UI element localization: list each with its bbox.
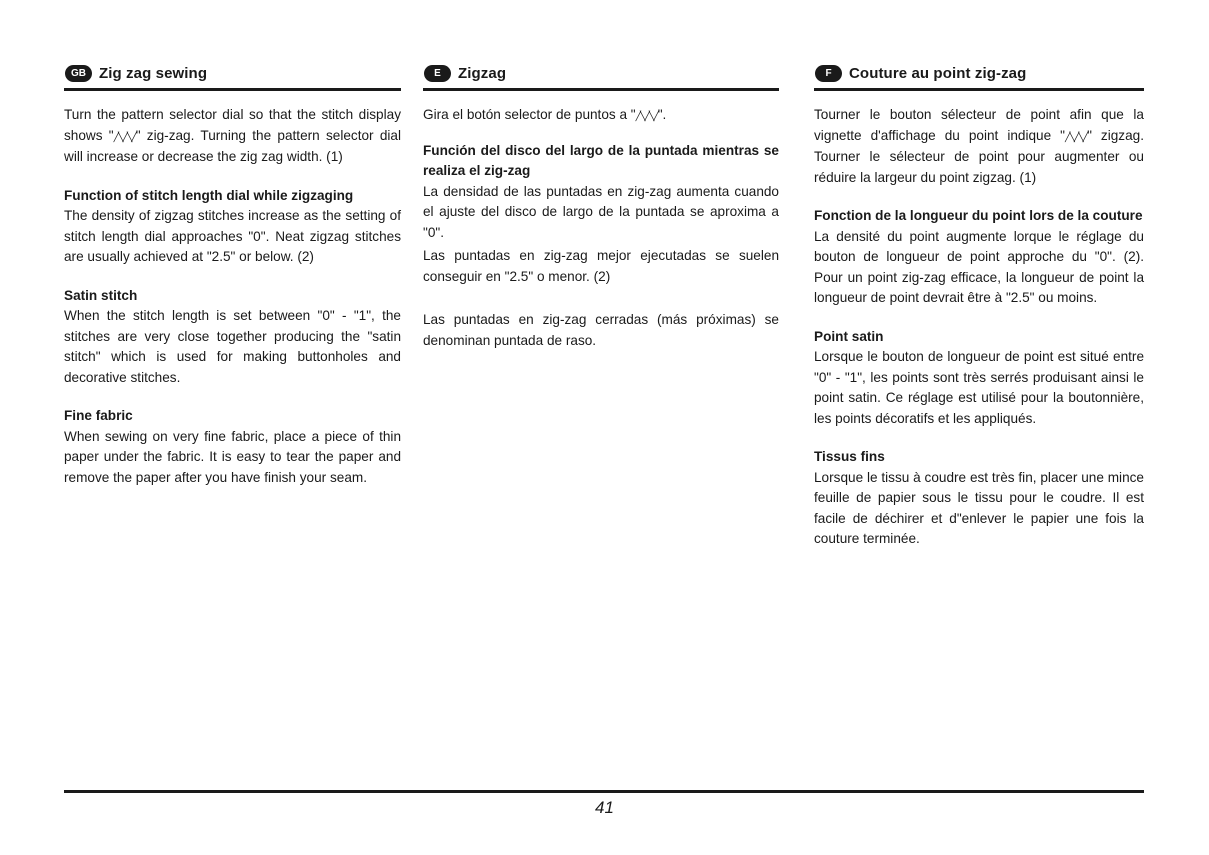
footer-divider: [64, 790, 1144, 793]
subheading-satin-stitch: Point satin: [814, 328, 884, 344]
section-header-french: [814, 58, 1144, 91]
subheading-fine-fabric: Tissus fins: [814, 449, 885, 464]
paragraph-stitch-length: The density of zigzag stitches increase as the setting of stitch length dial approaches "0". Neat zigzag stitches are usually achieved at "2.5" or below. (2): [64, 208, 401, 264]
section-title: Zig zag sewing: [99, 64, 208, 82]
paragraph-satin-stitch: Las puntadas en zig-zag cerradas (más próximas) se denominan puntada de raso.: [423, 312, 779, 348]
column-spanish: [423, 58, 779, 351]
section-title: Zigzag: [458, 64, 507, 82]
zigzag-stitch-symbol: ╱╲╱╲╱: [635, 111, 658, 121]
paragraph-fine-fabric: When sewing on very fine fabric, place a piece of thin paper under the fabric. It is easy to tear the paper and remove the paper after you have finish your seam.: [64, 428, 401, 485]
paragraph-stitch-length: La densidad de las puntadas en zig-zag aumenta cuando el ajuste del disco de largo de la puntada se aproxima a "0".: [423, 183, 779, 240]
section-header-spanish: [423, 58, 779, 91]
subheading-stitch-length: Fonction de la longueur du point lors de la couture: [814, 208, 1143, 223]
page-number: 41: [595, 798, 614, 817]
subheading-satin-stitch: Satin stitch: [64, 287, 138, 303]
paragraph-satin-stitch: When the stitch length is set between "0" - "1", the stitches are very close together producing the "satin stitch" which is used for making buttonholes and decorative stitches.: [64, 308, 401, 385]
paragraph-intro: Gira el botón selector de puntos a "╱╲╱╲╱".: [423, 107, 667, 122]
zigzag-stitch-symbol: ╱╲╱╲╱: [1065, 131, 1088, 142]
paragraph-stitch-length: La densité du point augmente lorque le réglage du bouton de longueur de point approche du "0". (2). Pour un point zig-zag efficace, la longueur de point la longueur de point devrait être à "2.5" ou moins.: [814, 228, 1144, 305]
language-badge-e: E: [424, 65, 451, 82]
paragraph-fine-fabric: Lorsque le tissu à coudre est très fin, placer une mince feuille de papier sous le tissu pour le coudre. Il est facile de déchirer et d"enlever le papier une fois la couture terminée.: [814, 469, 1144, 546]
column-english: [64, 58, 401, 488]
paragraph-intro: Tourner le bouton sélecteur de point afin que la vignette d'affichage du point indique "╱╲╱╲╱" zigzag. Tourner le sélecteur de point pour augmenter ou réduire la largeur du point zigzag. (1): [814, 107, 1144, 185]
subheading-stitch-length: Function of stitch length dial while zigzaging: [64, 187, 354, 203]
subheading-stitch-length: Función del disco del largo de la puntada mientras se realiza el zig-zag: [423, 142, 779, 178]
column-french: [814, 58, 1144, 550]
language-badge-f: F: [815, 65, 842, 82]
subheading-fine-fabric: Fine fabric: [64, 408, 133, 423]
language-badge-gb: GB: [65, 65, 92, 82]
section-header-english: [64, 58, 401, 91]
paragraph-satin-stitch: Lorsque le bouton de longueur de point est situé entre "0" - "1", les points sont très serrés produisant ainsi le point satin. Ce réglage est utilisé pour la boutonnière, les points décoratifs et les appliqués.: [814, 349, 1144, 426]
zigzag-stitch-symbol: ╱╲╱╲╱: [113, 131, 136, 142]
paragraph-best-zigzag: Las puntadas en zig-zag mejor ejecutadas se suelen conseguir en "2.5" o menor. (2): [423, 248, 779, 284]
paragraph-intro: Turn the pattern selector dial so that the stitch display shows "╱╲╱╲╱" zig-zag. Turning the pattern selector dial will increase or decrease the zig zag width. (1): [64, 107, 402, 164]
section-title: Couture au point zig-zag: [849, 64, 1027, 82]
